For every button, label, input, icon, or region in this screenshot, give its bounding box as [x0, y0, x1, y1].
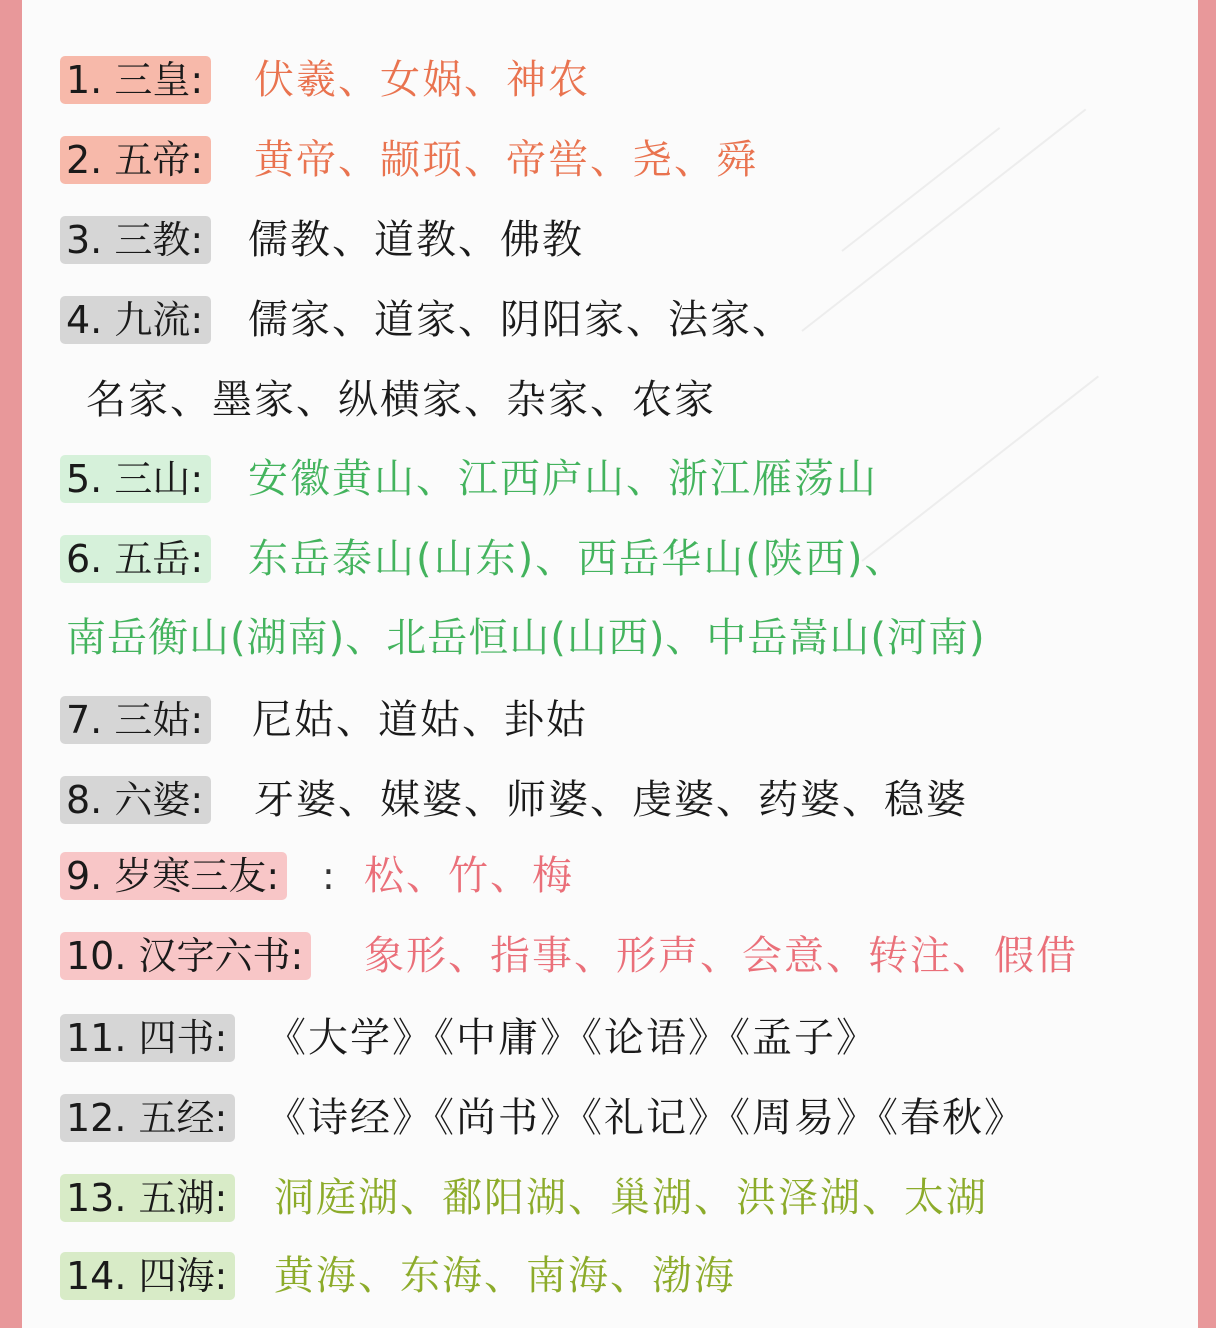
item-content: 儒家、道家、阴阳家、法家、: [248, 297, 794, 343]
list-item-sangu: [22, 690, 1198, 750]
item-continuation: 名家、墨家、纵横家、杂家、农家: [86, 377, 716, 423]
item-label: 3. 三教:: [60, 216, 211, 264]
item-content: 《大学》《中庸》《论语》《孟子》: [266, 1015, 878, 1061]
item-content: 牙婆、媒婆、师婆、虔婆、药婆、稳婆: [254, 777, 968, 823]
item-label: 11. 四书:: [60, 1014, 235, 1062]
list-item-sanshan: [22, 449, 1198, 509]
item-content: 安徽黄山、江西庐山、浙江雁荡山: [248, 456, 878, 502]
item-content: 伏羲、女娲、神农: [254, 57, 590, 103]
list-item-wuyue: [22, 529, 1198, 589]
list-item-sihai: [22, 1246, 1198, 1306]
item-content: 儒教、道教、佛教: [248, 217, 584, 263]
list-item-jiuliu: [22, 290, 1198, 350]
item-label: 8. 六婆:: [60, 776, 211, 824]
item-label: 6. 五岳:: [60, 535, 211, 583]
item-label: 1. 三皇:: [60, 56, 211, 104]
list-item-sishu: [22, 1008, 1198, 1068]
item-label: 10. 汉字六书:: [60, 932, 311, 980]
item-label: 14. 四海:: [60, 1252, 235, 1300]
item-continuation: 南岳衡山(湖南)、北岳恒山(山西)、中岳嵩山(河南): [66, 615, 986, 661]
item-content: 东岳泰山(山东)、西岳华山(陕西)、: [248, 536, 907, 582]
item-content: 松、竹、梅: [364, 853, 574, 899]
item-extra-colon: :: [322, 854, 335, 898]
list-item-liupo: [22, 770, 1198, 830]
list-item-wudi: [22, 130, 1198, 190]
list-item-wuhu: [22, 1168, 1198, 1228]
list-item-wujing: [22, 1088, 1198, 1148]
item-label: 13. 五湖:: [60, 1174, 235, 1222]
item-content: 象形、指事、形声、会意、转注、假借: [364, 933, 1078, 979]
item-label: 5. 三山:: [60, 455, 211, 503]
item-content: 《诗经》《尚书》《礼记》《周易》《春秋》: [266, 1095, 1026, 1141]
item-label: 12. 五经:: [60, 1094, 235, 1142]
item-label: 4. 九流:: [60, 296, 211, 344]
document-page: [22, 0, 1198, 1328]
item-label: 2. 五帝:: [60, 136, 211, 184]
item-content: 黄帝、颛顼、帝喾、尧、舜: [254, 137, 758, 183]
item-content: 黄海、东海、南海、渤海: [274, 1253, 736, 1299]
item-label: 9. 岁寒三友:: [60, 852, 287, 900]
item-label: 7. 三姑:: [60, 696, 211, 744]
list-item-sanjiao: [22, 210, 1198, 270]
list-item-suihansanyou: [22, 846, 1198, 906]
list-item-sanhuang: [22, 50, 1198, 110]
list-item-hanziliushu: [22, 926, 1198, 986]
item-content: 洞庭湖、鄱阳湖、巢湖、洪泽湖、太湖: [274, 1175, 988, 1221]
item-content: 尼姑、道姑、卦姑: [252, 697, 588, 743]
